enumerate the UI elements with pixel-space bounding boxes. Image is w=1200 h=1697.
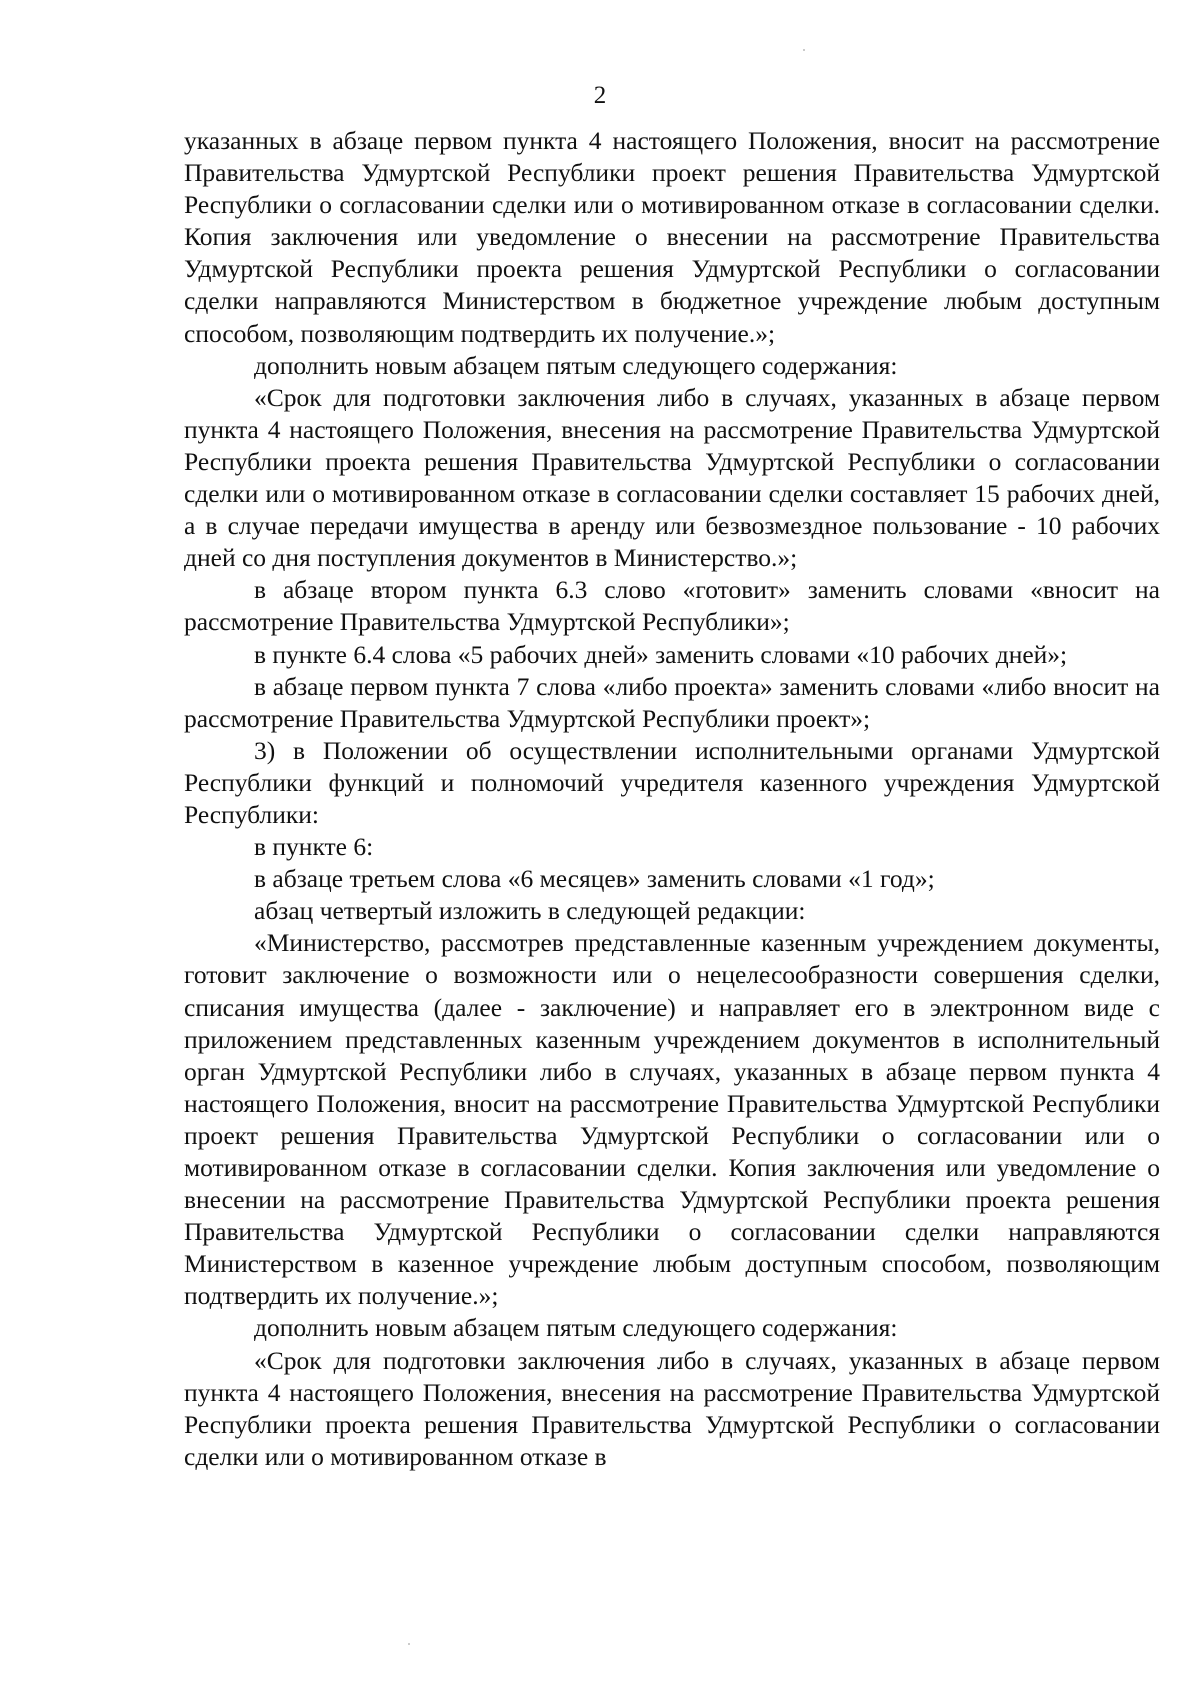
paragraph: указанных в абзаце первом пункта 4 настоящего Положения, вносит на рассмотрение Правительства Удмуртской Республики проект решения Правительства Удмуртской Республики о согласовании сделки или о мотивированном отказе в согласовании сделки. Копия заключения или уведомление о внесении на рассмотрение Правительства Удмуртской Республики проекта решения Удмуртской Республики о согласовании сделки направляются Министерством в бюджетное учреждение любым доступным способом, позволяющим подтвердить их получение.»; [184, 126, 1160, 348]
paragraph: «Срок для подготовки заключения либо в случаях, указанных в абзаце первом пункта 4 настоящего Положения, внесения на рассмотрение Правительства Удмуртской Республики проекта решения Правительства Удмуртской Республики о согласовании сделки или о мотивированном отказе в [184, 1345, 1160, 1471]
scan-speck [408, 1643, 410, 1645]
paragraph: в абзаце третьем слова «6 месяцев» заменить словами «1 год»; [254, 864, 935, 894]
paragraph: дополнить новым абзацем пятым следующего содержания: [254, 1313, 898, 1343]
paragraph: «Срок для подготовки заключения либо в случаях, указанных в абзаце первом пункта 4 настоящего Положения, внесения на рассмотрение Правительства Удмуртской Республики проекта решения Правительства Удмуртской Республики о согласовании сделки или о мотивированном отказе в согласовании сделки составляет 15 рабочих дней, а в случае передачи имущества в аренду или безвозмездное пользование - 10 рабочих дней со дня поступления документов в Министерство.»; [184, 382, 1160, 573]
paragraph: 3) в Положении об осуществлении исполнительными органами Удмуртской Республики функций и полномочий учредителя казенного учреждения Удмуртской Республики: [184, 735, 1160, 829]
document-body [184, 125, 1160, 1473]
paragraph: дополнить новым абзацем пятым следующего содержания: [254, 350, 898, 380]
scan-speck [803, 49, 805, 51]
paragraph: абзац четвертый изложить в следующей редакции: [254, 896, 806, 926]
paragraph: в абзаце втором пункта 6.3 слово «готовит» заменить словами «вносит на рассмотрение Правительства Удмуртской Республики»; [184, 575, 1160, 637]
page-number: 2 [593, 82, 607, 109]
paragraph: «Министерство, рассмотрев представленные казенным учреждением документы, готовит заключение о возможности или о нецелесообразности совершения сделки, списания имущества (далее - заключение) и направляет его в электронном виде с приложением представленных казенным учреждением документов в исполнительный орган Удмуртской Республики либо в случаях, указанных в абзаце первом пункта 4 настоящего Положения, вносит на рассмотрение Правительства Удмуртской Республики проект решения Правительства Удмуртской Республики о согласовании или о мотивированном отказе в согласовании сделки. Копия заключения или уведомление о внесении на рассмотрение Правительства Удмуртской Республики проекта решения Правительства Удмуртской Республики о согласовании сделки направляются Министерством в казенное учреждение любым доступным способом, позволяющим подтвердить их получение.»; [184, 928, 1160, 1311]
paragraph: в абзаце первом пункта 7 слова «либо проекта» заменить словами «либо вносит на рассмотрение Правительства Удмуртской Республики проект»; [184, 671, 1160, 733]
paragraph: в пункте 6.4 слова «5 рабочих дней» заменить словами «10 рабочих дней»; [254, 639, 1068, 669]
paragraph: в пункте 6: [254, 832, 374, 862]
